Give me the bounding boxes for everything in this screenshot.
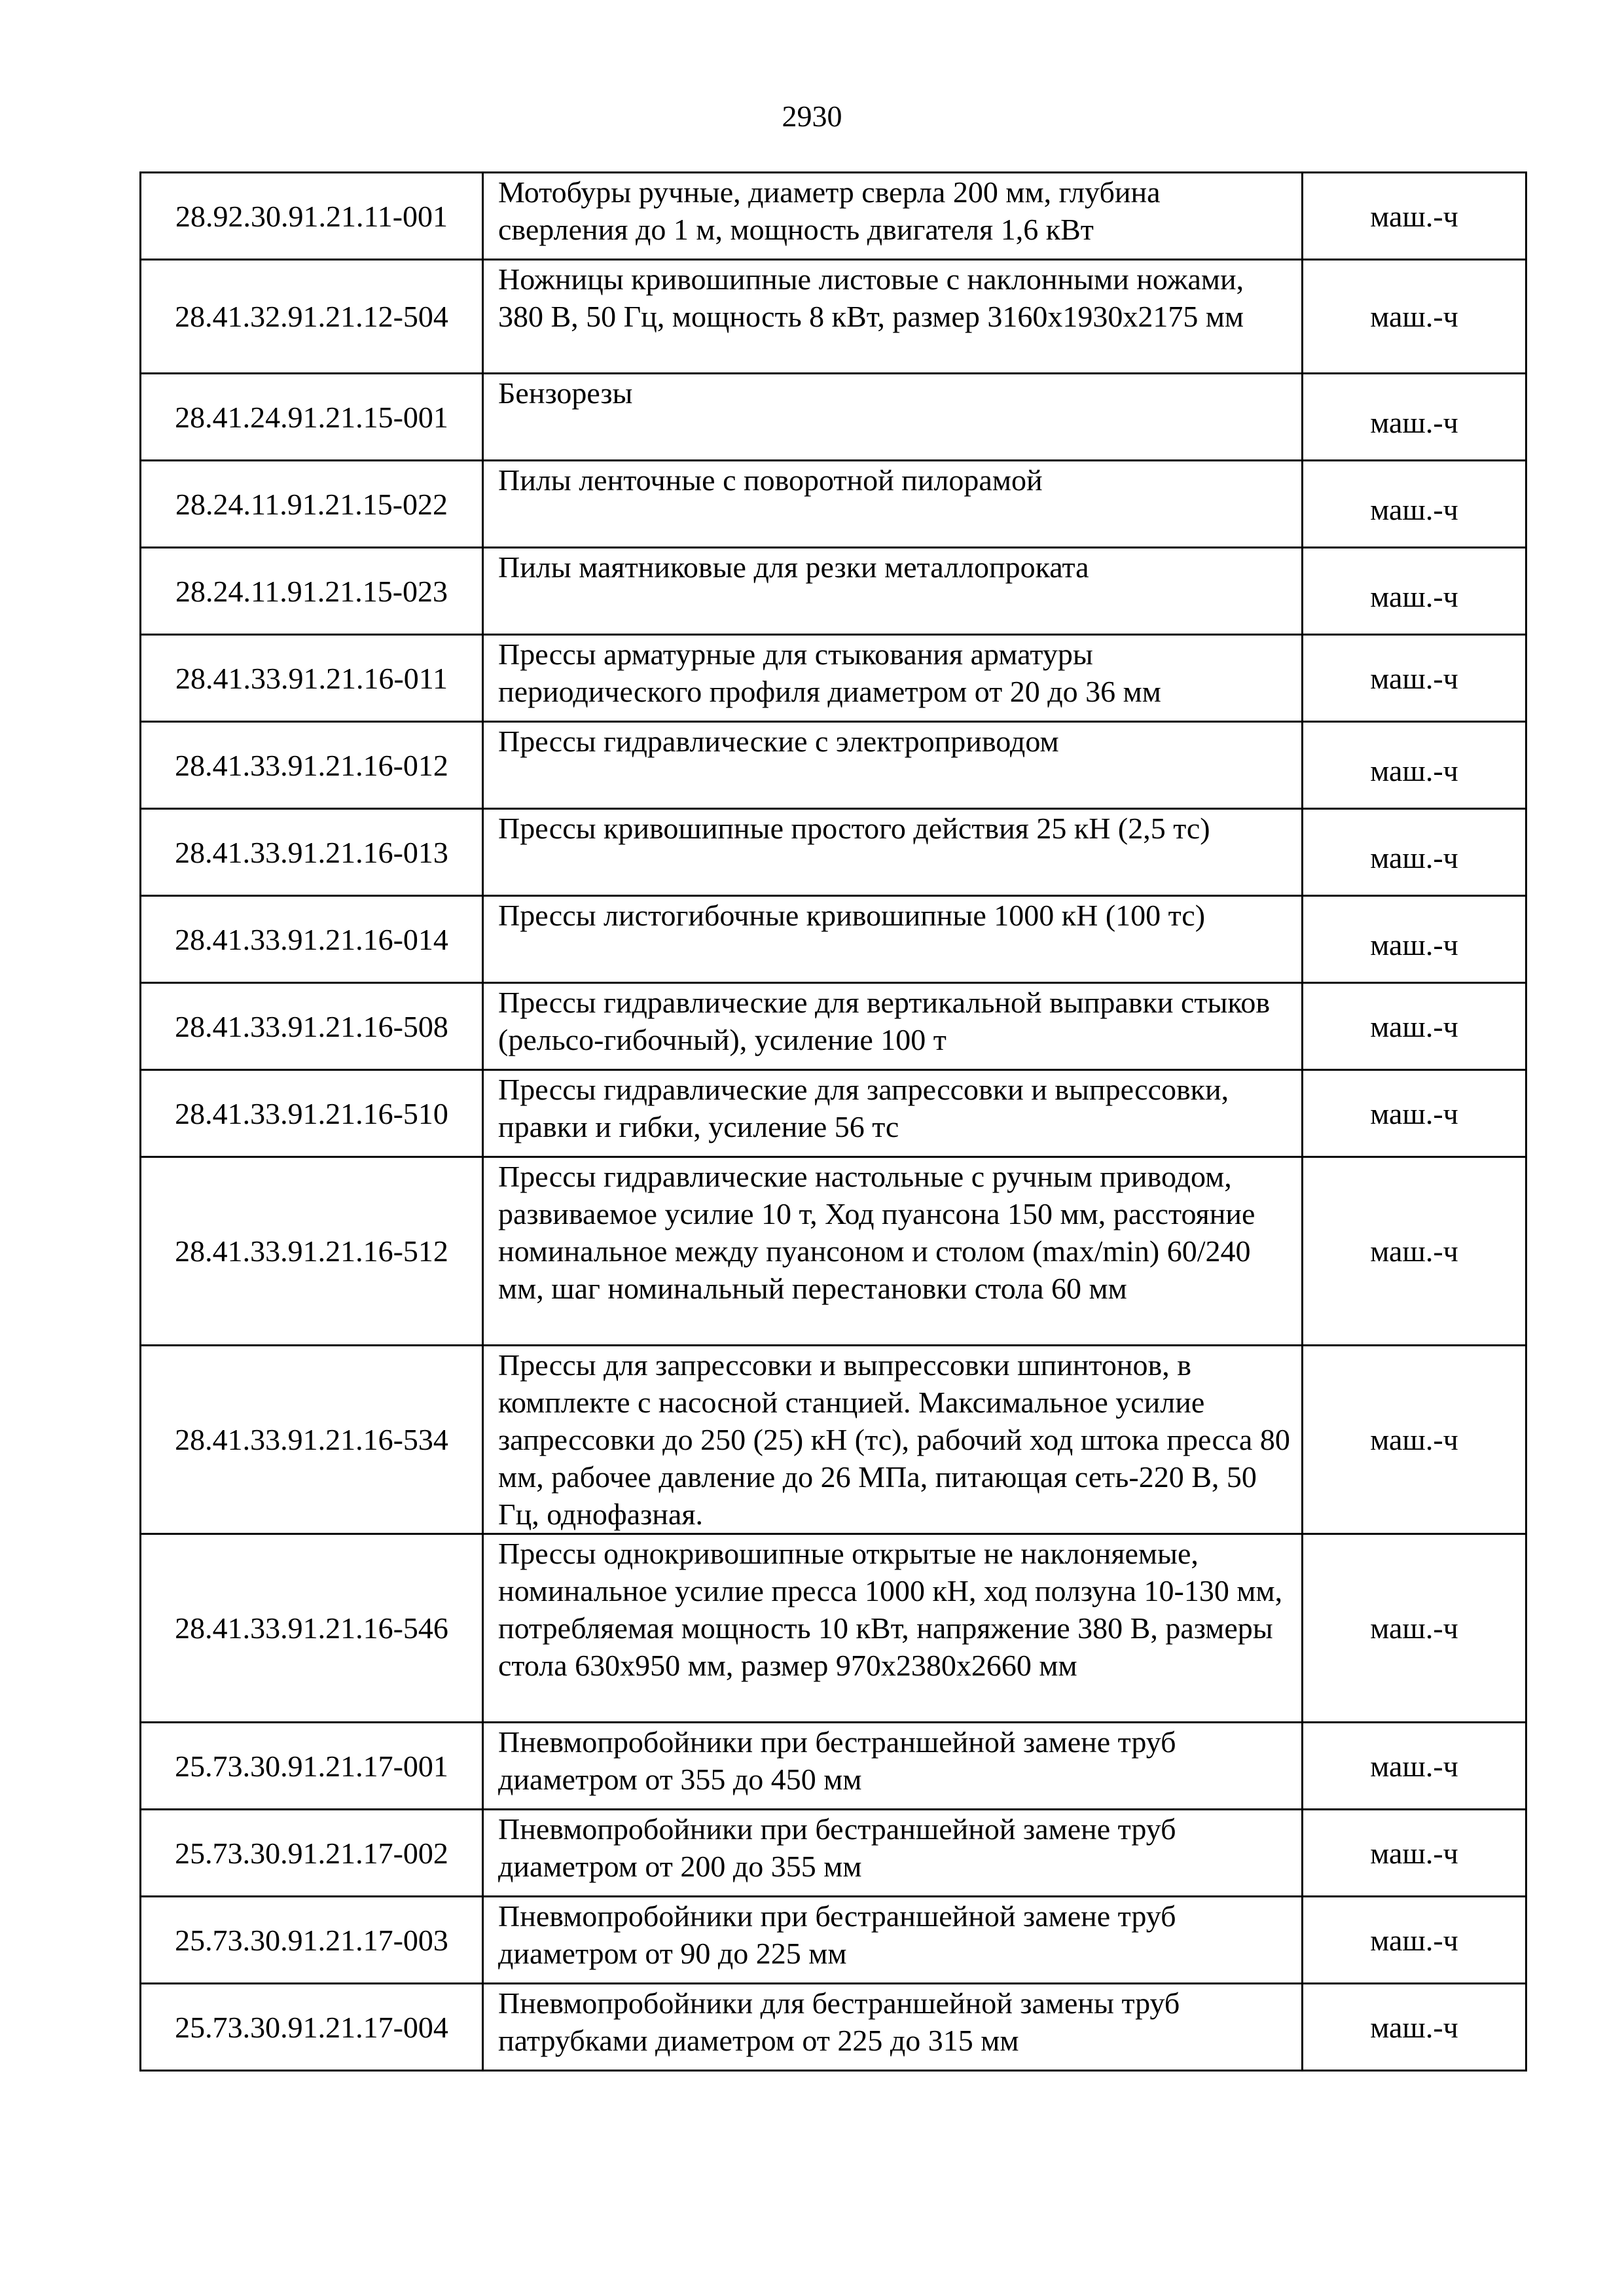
row-unit: маш.-ч — [1303, 722, 1526, 809]
row-code: 28.24.11.91.21.15-023 — [141, 548, 483, 635]
row-name: Пилы ленточные с поворотной пилорамой — [483, 461, 1303, 548]
row-name: Прессы арматурные для стыкования арматуры периодического профиля диаметром от 20 до 36 мм — [483, 635, 1303, 722]
table-row — [141, 1723, 1526, 1810]
row-code: 28.92.30.91.21.11-001 — [141, 173, 483, 260]
row-unit: маш.-ч — [1303, 896, 1526, 983]
row-unit: маш.-ч — [1303, 461, 1526, 548]
table-row — [141, 722, 1526, 809]
row-code: 28.41.24.91.21.15-001 — [141, 374, 483, 461]
row-code: 28.41.33.91.21.16-534 — [141, 1346, 483, 1534]
table-row — [141, 548, 1526, 635]
row-unit: маш.-ч — [1303, 173, 1526, 260]
table-row — [141, 1534, 1526, 1723]
table-row — [141, 1897, 1526, 1984]
row-code: 28.24.11.91.21.15-022 — [141, 461, 483, 548]
table-row — [141, 1810, 1526, 1897]
row-code: 25.73.30.91.21.17-001 — [141, 1723, 483, 1810]
row-name: Бензорезы — [483, 374, 1303, 461]
row-name: Прессы гидравлические настольные с ручным приводом, развиваемое усилие 10 т, Ход пуансона 150 мм, расстояние номинальное между пуансоном и столом (max/min) 60/240 мм, шаг номинальный перестановки стола 60 мм — [483, 1157, 1303, 1346]
row-unit: маш.-ч — [1303, 1070, 1526, 1157]
row-unit: маш.-ч — [1303, 1157, 1526, 1346]
table-row — [141, 461, 1526, 548]
table-row — [141, 1984, 1526, 2071]
row-unit: маш.-ч — [1303, 1897, 1526, 1984]
row-code: 28.41.33.91.21.16-014 — [141, 896, 483, 983]
row-unit: маш.-ч — [1303, 374, 1526, 461]
row-name: Мотобуры ручные, диаметр сверла 200 мм, глубина сверления до 1 м, мощность двигателя 1,6 кВт — [483, 173, 1303, 260]
row-code: 28.41.32.91.21.12-504 — [141, 260, 483, 374]
row-unit: маш.-ч — [1303, 548, 1526, 635]
row-unit: маш.-ч — [1303, 1984, 1526, 2071]
row-name: Пневмопробойники для бестраншейной замены труб патрубками диаметром от 225 до 315 мм — [483, 1984, 1303, 2071]
row-name: Прессы листогибочные кривошипные 1000 кН (100 тс) — [483, 896, 1303, 983]
row-code: 28.41.33.91.21.16-546 — [141, 1534, 483, 1723]
row-unit: маш.-ч — [1303, 809, 1526, 896]
row-name: Прессы однокривошипные открытые не наклоняемые, номинальное усилие пресса 1000 кН, ход ползуна 10-130 мм, потребляемая мощность 10 кВт, напряжение 380 В, размеры стола 630х950 мм, размер 970х2380х2660 мм — [483, 1534, 1303, 1723]
row-unit: маш.-ч — [1303, 1534, 1526, 1723]
table-row — [141, 896, 1526, 983]
table-row — [141, 983, 1526, 1070]
row-unit: маш.-ч — [1303, 260, 1526, 374]
row-code: 28.41.33.91.21.16-013 — [141, 809, 483, 896]
row-code: 25.73.30.91.21.17-003 — [141, 1897, 483, 1984]
row-name: Ножницы кривошипные листовые с наклонными ножами, 380 В, 50 Гц, мощность 8 кВт, размер 3160х1930х2175 мм — [483, 260, 1303, 374]
row-code: 28.41.33.91.21.16-510 — [141, 1070, 483, 1157]
row-name: Пилы маятниковые для резки металлопроката — [483, 548, 1303, 635]
row-unit: маш.-ч — [1303, 1723, 1526, 1810]
row-name: Пневмопробойники при бестраншейной замене труб диаметром от 90 до 225 мм — [483, 1897, 1303, 1984]
row-code: 28.41.33.91.21.16-012 — [141, 722, 483, 809]
row-name: Пневмопробойники при бестраншейной замене труб диаметром от 355 до 450 мм — [483, 1723, 1303, 1810]
table-row — [141, 1346, 1526, 1534]
table-row — [141, 809, 1526, 896]
row-code: 28.41.33.91.21.16-011 — [141, 635, 483, 722]
row-code: 25.73.30.91.21.17-004 — [141, 1984, 483, 2071]
row-code: 25.73.30.91.21.17-002 — [141, 1810, 483, 1897]
page-number: 2930 — [782, 99, 842, 133]
table-row — [141, 260, 1526, 374]
row-name: Прессы гидравлические для вертикальной выправки стыков (рельсо-гибочный), усиление 100 т — [483, 983, 1303, 1070]
table-row — [141, 173, 1526, 260]
row-name: Прессы кривошипные простого действия 25 кН (2,5 тс) — [483, 809, 1303, 896]
row-code: 28.41.33.91.21.16-508 — [141, 983, 483, 1070]
table-row — [141, 1070, 1526, 1157]
row-unit: маш.-ч — [1303, 635, 1526, 722]
row-unit: маш.-ч — [1303, 983, 1526, 1070]
row-unit: маш.-ч — [1303, 1810, 1526, 1897]
row-code: 28.41.33.91.21.16-512 — [141, 1157, 483, 1346]
row-unit: маш.-ч — [1303, 1346, 1526, 1534]
machinery-table — [139, 171, 1527, 2072]
row-name: Прессы для запрессовки и выпрессовки шпинтонов, в комплекте с насосной станцией. Максимальное усилие запрессовки до 250 (25) кН (тс), рабочий ход штока пресса 80 мм, рабочее давление до 26 МПа, питающая сеть-220 В, 50 Гц, однофазная. — [483, 1346, 1303, 1534]
table-row — [141, 374, 1526, 461]
table-row — [141, 635, 1526, 722]
row-name: Прессы гидравлические для запрессовки и выпрессовки, правки и гибки, усиление 56 тс — [483, 1070, 1303, 1157]
row-name: Пневмопробойники при бестраншейной замене труб диаметром от 200 до 355 мм — [483, 1810, 1303, 1897]
row-name: Прессы гидравлические с электроприводом — [483, 722, 1303, 809]
table-row — [141, 1157, 1526, 1346]
